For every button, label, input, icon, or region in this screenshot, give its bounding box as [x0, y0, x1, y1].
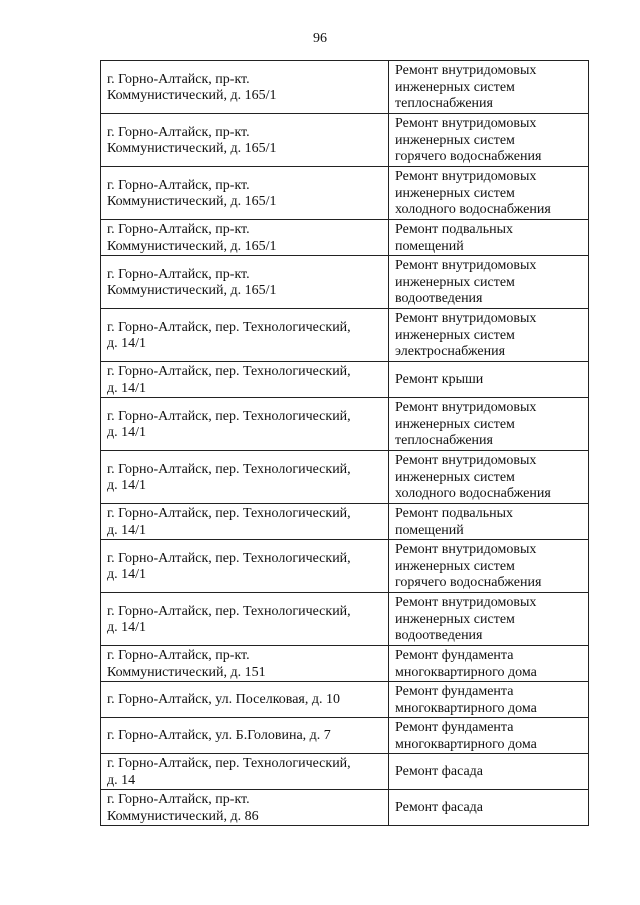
- work-type-text: Ремонт внутридомовых инженерных систем холодного водоснабжения: [395, 169, 551, 218]
- address-text: г. Горно-Алтайск, пер. Технологический, д. 14: [107, 756, 351, 788]
- table-row: [101, 451, 589, 504]
- work-type-text: Ремонт фундамента многоквартирного дома: [395, 648, 537, 680]
- work-type-cell: [389, 167, 589, 220]
- table-row: [101, 362, 589, 398]
- address-cell: [101, 754, 389, 790]
- address-text: г. Горно-Алтайск, пер. Технологический, д. 14/1: [107, 461, 351, 493]
- address-text: г. Горно-Алтайск, пр-кт. Коммунистический, д. 165/1: [107, 71, 277, 103]
- work-type-text: Ремонт внутридомовых инженерных систем теплоснабжения: [395, 400, 537, 449]
- work-type-text: Ремонт внутридомовых инженерных систем теплоснабжения: [395, 63, 537, 112]
- address-cell: [101, 114, 389, 167]
- work-type-text: Ремонт внутридомовых инженерных систем горячего водоснабжения: [395, 542, 542, 591]
- address-cell: [101, 256, 389, 309]
- address-text: г. Горно-Алтайск, пр-кт. Коммунистический, д. 165/1: [107, 177, 277, 209]
- table-row: [101, 646, 589, 682]
- work-type-cell: [389, 309, 589, 362]
- work-type-cell: [389, 362, 589, 398]
- work-type-text: Ремонт внутридомовых инженерных систем водоотведения: [395, 258, 537, 307]
- work-type-cell: [389, 220, 589, 256]
- work-type-cell: [389, 540, 589, 593]
- table-row: [101, 718, 589, 754]
- address-cell: [101, 451, 389, 504]
- address-cell: [101, 790, 389, 826]
- address-cell: [101, 540, 389, 593]
- address-text: г. Горно-Алтайск, пр-кт. Коммунистический, д. 165/1: [107, 124, 277, 156]
- work-type-text: Ремонт фундамента многоквартирного дома: [395, 684, 537, 716]
- table-row: [101, 220, 589, 256]
- table-row: [101, 682, 589, 718]
- table-row: [101, 398, 589, 451]
- address-text: г. Горно-Алтайск, ул. Б.Головина, д. 7: [107, 728, 331, 744]
- address-text: г. Горно-Алтайск, пер. Технологический, д. 14/1: [107, 506, 351, 538]
- address-text: г. Горно-Алтайск, ул. Поселковая, д. 10: [107, 692, 340, 708]
- address-cell: [101, 309, 389, 362]
- table-row: [101, 504, 589, 540]
- address-cell: [101, 220, 389, 256]
- work-type-text: Ремонт фасада: [395, 764, 484, 780]
- table-row: [101, 754, 589, 790]
- work-type-cell: [389, 61, 589, 114]
- address-cell: [101, 362, 389, 398]
- table-row: [101, 256, 589, 309]
- work-type-cell: [389, 504, 589, 540]
- address-text: г. Горно-Алтайск, пер. Технологический, д. 14/1: [107, 364, 351, 396]
- address-cell: [101, 682, 389, 718]
- address-text: г. Горно-Алтайск, пр-кт. Коммунистический, д. 151: [107, 648, 266, 680]
- work-type-text: Ремонт подвальных помещений: [395, 222, 514, 254]
- work-type-text: Ремонт фасада: [395, 800, 484, 816]
- work-type-cell: [389, 718, 589, 754]
- works-table: [100, 60, 589, 826]
- work-type-text: Ремонт фундамента многоквартирного дома: [395, 720, 537, 752]
- work-type-cell: [389, 451, 589, 504]
- table-row: [101, 309, 589, 362]
- work-type-text: Ремонт внутридомовых инженерных систем электроснабжения: [395, 311, 537, 360]
- address-text: г. Горно-Алтайск, пер. Технологический, д. 14/1: [107, 603, 351, 635]
- work-type-text: Ремонт внутридомовых инженерных систем водоотведения: [395, 595, 537, 644]
- work-type-cell: [389, 256, 589, 309]
- table-row: [101, 61, 589, 114]
- table-row: [101, 790, 589, 826]
- work-type-text: Ремонт внутридомовых инженерных систем горячего водоснабжения: [395, 116, 542, 165]
- work-type-cell: [389, 682, 589, 718]
- address-text: г. Горно-Алтайск, пер. Технологический, д. 14/1: [107, 319, 351, 351]
- work-type-cell: [389, 114, 589, 167]
- address-text: г. Горно-Алтайск, пр-кт. Коммунистический, д. 86: [107, 792, 259, 824]
- table-row: [101, 540, 589, 593]
- table-row: [101, 167, 589, 220]
- works-table-body: [101, 61, 589, 826]
- work-type-text: Ремонт крыши: [395, 372, 484, 388]
- work-type-cell: [389, 398, 589, 451]
- work-type-text: Ремонт подвальных помещений: [395, 506, 514, 538]
- address-cell: [101, 398, 389, 451]
- work-type-cell: [389, 790, 589, 826]
- address-cell: [101, 646, 389, 682]
- work-type-text: Ремонт внутридомовых инженерных систем холодного водоснабжения: [395, 453, 551, 502]
- table-row: [101, 593, 589, 646]
- address-cell: [101, 593, 389, 646]
- address-cell: [101, 61, 389, 114]
- address-text: г. Горно-Алтайск, пер. Технологический, д. 14/1: [107, 550, 351, 582]
- work-type-cell: [389, 646, 589, 682]
- address-text: г. Горно-Алтайск, пер. Технологический, д. 14/1: [107, 408, 351, 440]
- address-text: г. Горно-Алтайск, пр-кт. Коммунистический, д. 165/1: [107, 222, 277, 254]
- table-row: [101, 114, 589, 167]
- work-type-cell: [389, 593, 589, 646]
- address-cell: [101, 504, 389, 540]
- address-text: г. Горно-Алтайск, пр-кт. Коммунистический, д. 165/1: [107, 266, 277, 298]
- address-cell: [101, 167, 389, 220]
- page-number: 96: [313, 31, 327, 46]
- address-cell: [101, 718, 389, 754]
- work-type-cell: [389, 754, 589, 790]
